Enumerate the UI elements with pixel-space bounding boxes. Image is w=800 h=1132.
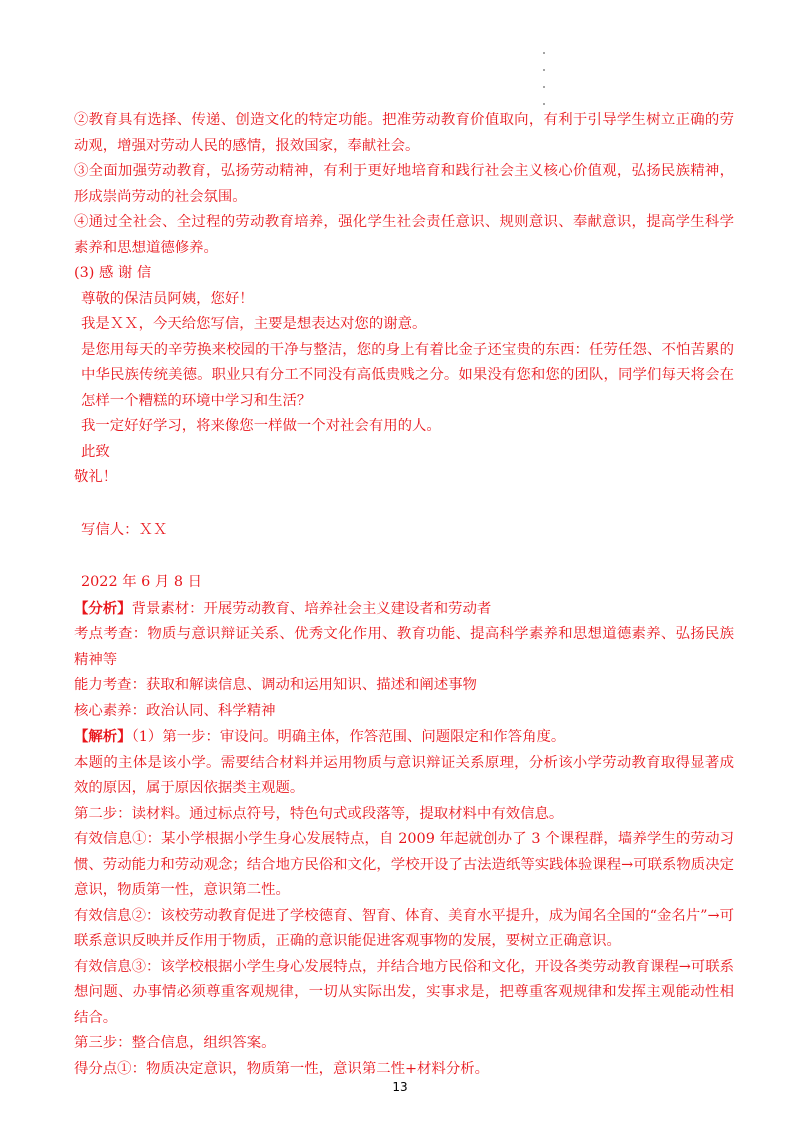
explanation-step2: 第二步：读材料。通过标点符号，特色句式或段落等，提取材料中有效信息。 [74,805,564,822]
explanation-step3: 第三步：整合信息，组织答案。 [74,1035,276,1051]
page-content [74,108,734,1082]
analysis-background-line [74,596,734,623]
letter-date: 2022 年 6 月 8 日 [81,574,202,590]
analysis-points: 考点考查：物质与意识辩证关系、优秀文化作用、教育功能、提高科学素养和思想道德素养、弘扬民族精神等 [74,626,734,668]
explanation-info-3: 有效信息③：该学校根据小学生身心发展特点，并结合地方民俗和文化，开设各类劳动教育课程→可联系想问题、办事情必须尊重客观规律，一切从实际出发，实事求是，把尊重客观规律和发挥主观能动性相结合。 [74,958,734,1026]
analysis-label: 【分析】 [74,599,132,617]
letter-closing-2: 敬礼！ [74,469,118,485]
letter-salutation: 尊敬的保洁员阿姨，您好！ [81,290,254,307]
explanation-subject: 本题的主体是该小学。需要结合材料并运用物质与意识辩证关系原理，分析该小学劳动教育取得显著成效的原因，属于原因依据类主观题。 [74,754,734,796]
analysis-ability: 能力考查：获取和解读信息、调动和运用知识、描述和阐述事物 [74,677,477,693]
paragraph-4: ④通过全社会、全过程的劳动教育培养，强化学生社会责任意识、规则意识、奉献意识，提高学生科学素养和思想道德修养。 [74,214,734,256]
explanation-score-1: 得分点①：物质决定意识，物质第一性，意识第二性+材料分析。 [74,1060,489,1077]
paragraph-2: ②教育具有选择、传递、创造文化的特定功能。把准劳动教育价值取向，有利于引导学生树立正确的劳动观，增强对劳动人民的感情，报效国家，奉献社会。 [74,112,734,154]
page-number: 13 [392,1080,408,1094]
explanation-step1: （1）第一步：审设问。明确主体，作答范围、问题限定和作答角度。 [131,729,566,745]
letter-promise: 我一定好好学习，将来像您一样做一个对社会有用的人。 [81,418,441,434]
explanation-label: 【解析】 [74,728,132,745]
letter-intro: 我是ＸＸ，今天给您写信，主要是想表达对您的谢意。 [81,316,427,332]
explanation-info-1: 有效信息①：某小学根据小学生身心发展特点，自 2009 年起就创办了 3 个课程群，墙养学生的劳动习惯、劳动能力和劳动观念；结合地方民俗和文化，学校开设了古法造纸等实践体验课程→可联系物质决定意识，物质第一性，意识第二性。 [74,831,734,898]
letter-heading: (3) 感 谢 信 [74,265,152,281]
analysis-background: 背景素材：开展劳动教育、培养社会主义建设者和劳动者 [131,600,492,617]
letter-body: 是您用每天的辛劳换来校园的干净与整洁，您的身上有着比金子还宝贵的东西：任劳任怨、不怕苦累的中华民族传统美德。职业只有分工不同没有高低贵贱之分。如果没有您和您的团队，同学们每天将会在怎样一个糟糕的环境中学习和生活？ [81,341,734,409]
explanation-info-2: 有效信息②：该校劳动教育促进了学校德育、智育、体育、美育水平提升，成为闻名全国的“金名片”→可联系意识反映并反作用于物质，正确的意识能促进客观事物的发展，要树立正确意识。 [74,907,734,949]
letter-closing-1: 此致 [81,443,110,460]
analysis-literacy: 核心素养：政治认同、科学精神 [74,702,276,719]
paragraph-3: ③全面加强劳动教育，弘扬劳动精神，有利于更好地培育和践行社会主义核心价值观，弘扬民族精神，形成崇尚劳动的社会氛围。 [74,163,734,205]
explanation-step1-line [74,724,734,751]
letter-signature: 写信人：ＸＸ [81,521,168,538]
